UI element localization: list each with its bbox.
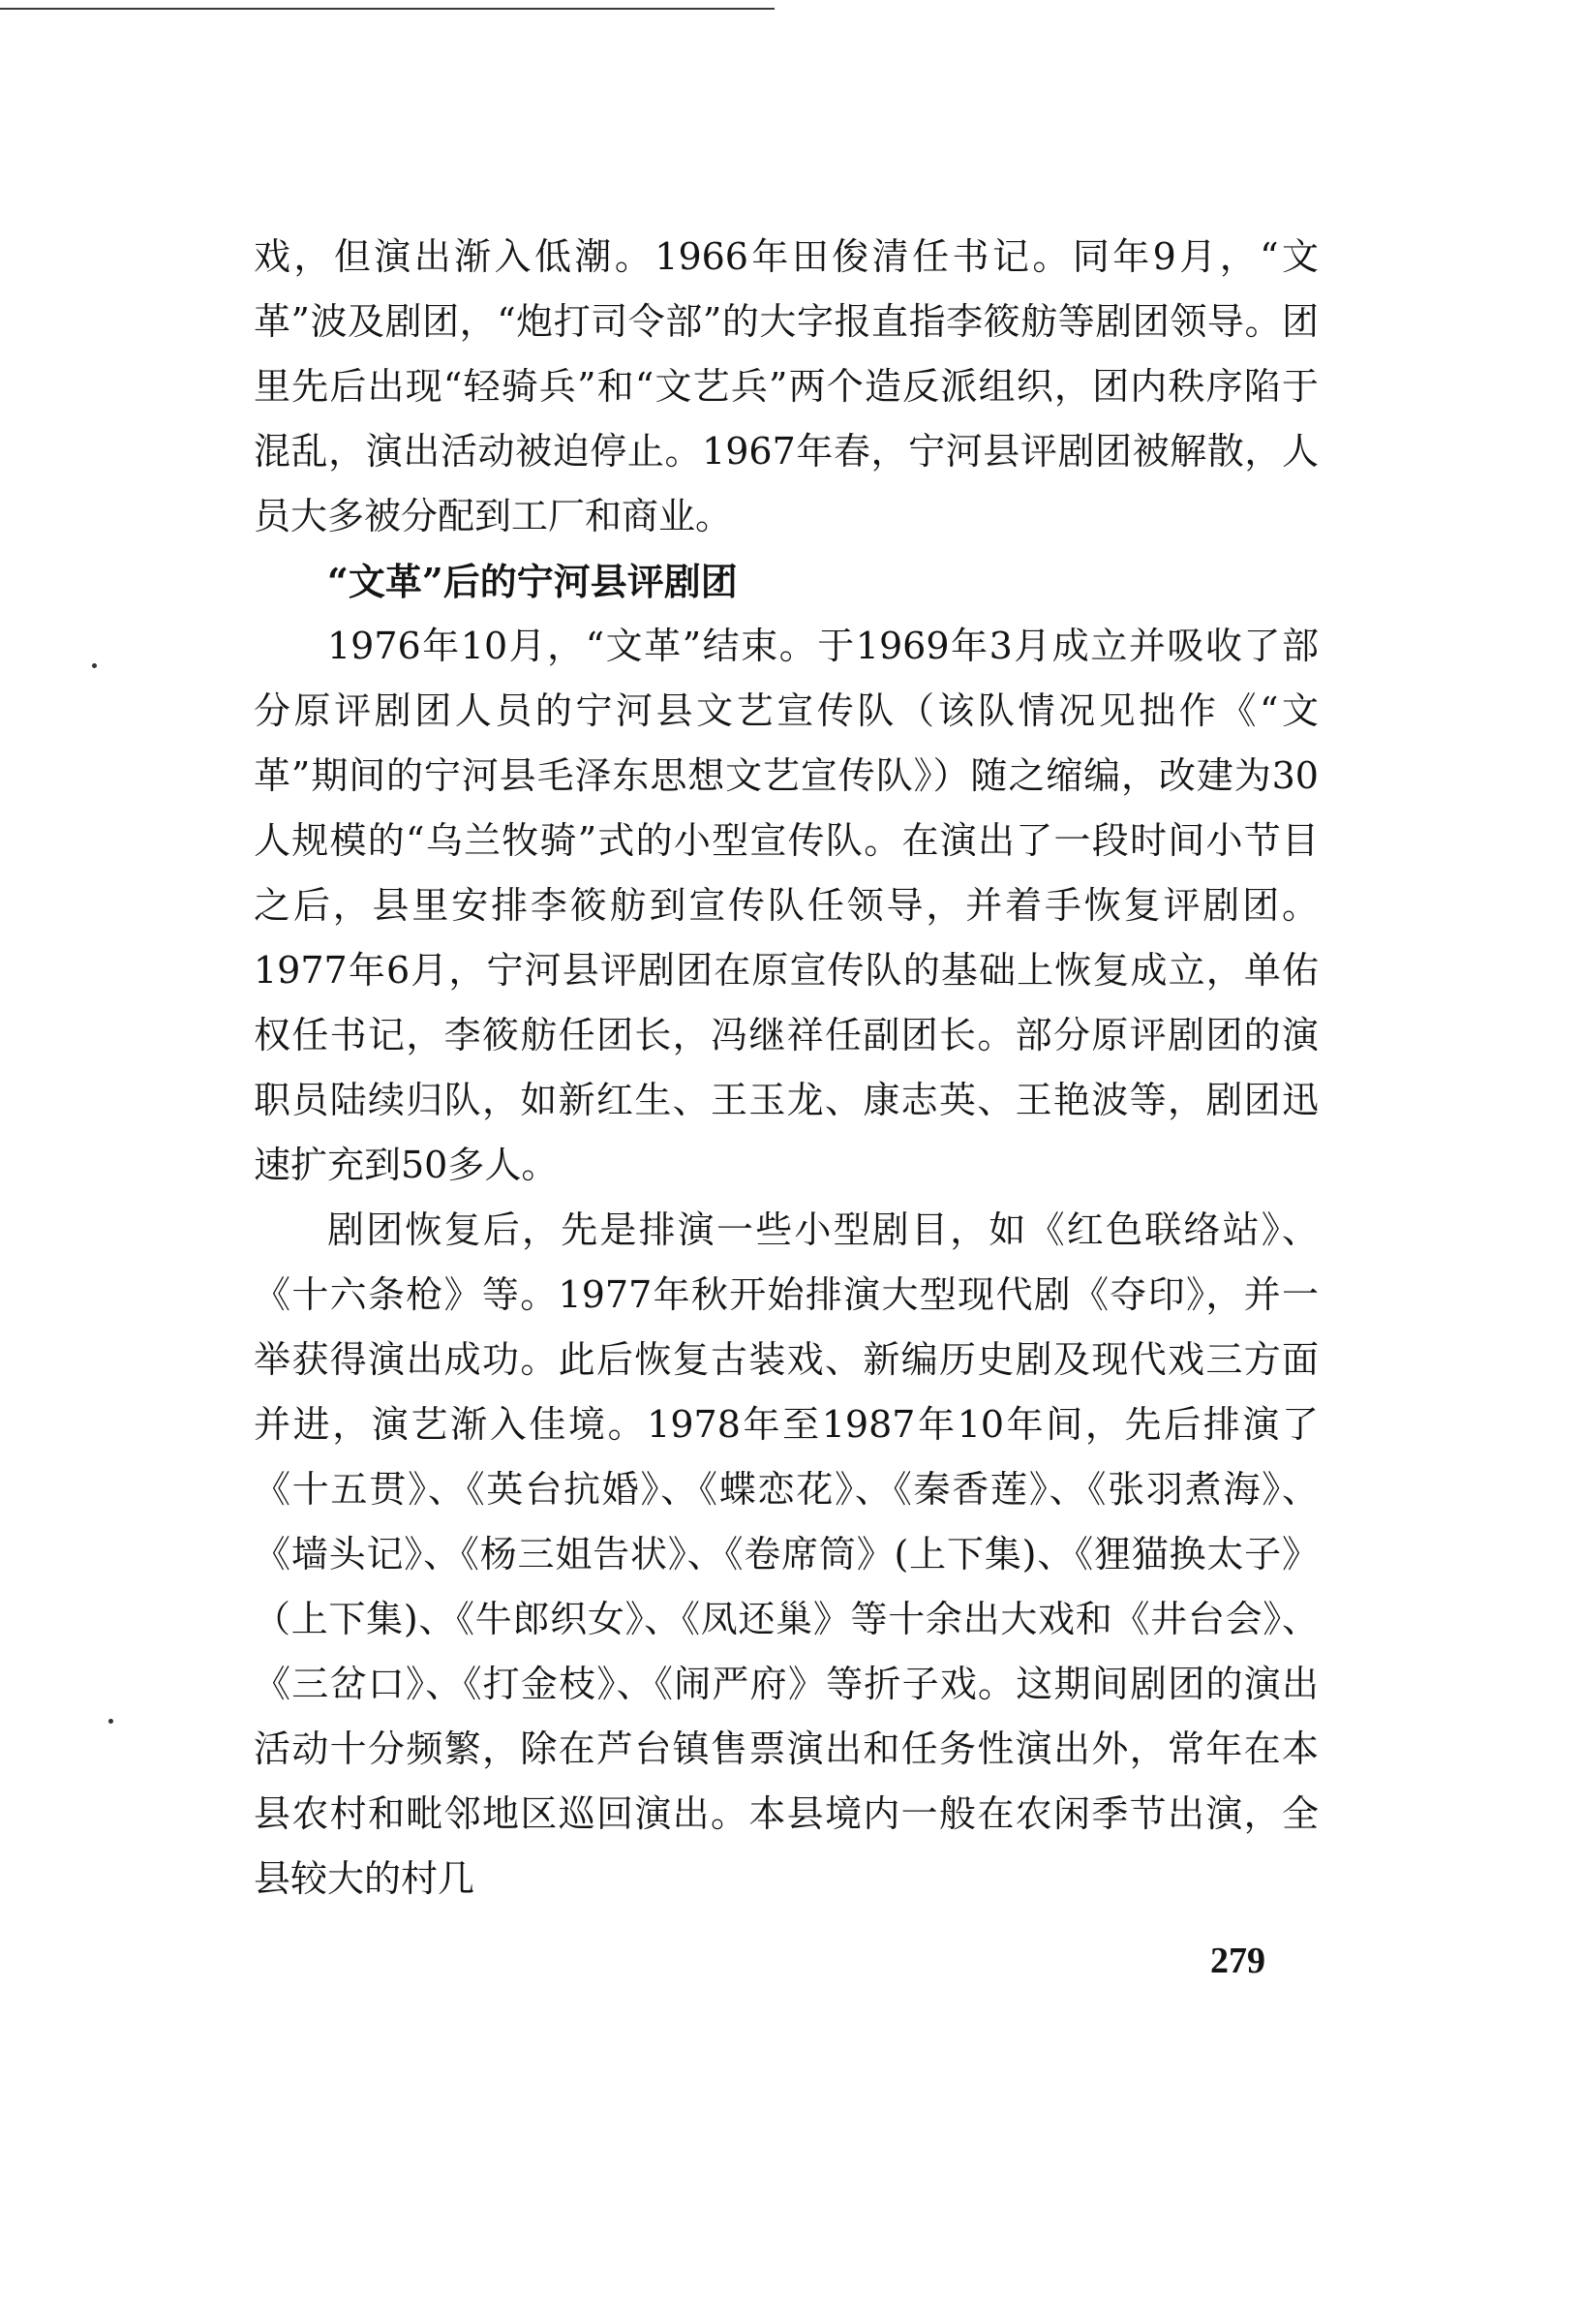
page-body: [254, 225, 1319, 1911]
page-number: 279: [1210, 1941, 1265, 1981]
section-heading: “文革”后的宁河县评剧团: [327, 560, 738, 603]
top-border-line: [0, 8, 775, 10]
paragraph-1: 戏，但演出渐入低潮。1966年田俊清任书记。同年9月，“文革”波及剧团，“炮打司令部”的大字报直指李筱舫等剧团领导。团里先后出现“轻骑兵”和“文艺兵”两个造反派组织，团内秩序陷于混乱，演出活动被迫停止。1967年春，宁河县评剧团被解散，人员大多被分配到工厂和商业。: [254, 235, 1319, 537]
paragraph-3: 剧团恢复后，先是排演一些小型剧目，如《红色联络站》、《十六条枪》等。1977年秋开始排演大型现代剧《夺印》，并一举获得演出成功。此后恢复古装戏、新编历史剧及现代戏三方面并进，演艺渐入佳境。1978年至1987年10年间，先后排演了《十五贯》、《英台抗婚》、《蝶恋花》、《秦香莲》、《张羽煮海》、《墙头记》、《杨三姐告状》、《卷席筒》(上下集)、《狸猫换太子》（上下集)、《牛郎织女》、《凤还巢》等十余出大戏和《井台会》、《三岔口》、《打金枝》、《闹严府》等折子戏。这期间剧团的演出活动十分频繁，除在芦台镇售票演出和任务性演出外，常年在本县农村和毗邻地区巡回演出。本县境内一般在农闲季节出演，全县较大的村几: [254, 1208, 1319, 1900]
scan-speck: [108, 1719, 113, 1724]
scan-speck: [92, 663, 97, 668]
paragraph-2: 1976年10月，“文革”结束。于1969年3月成立并吸收了部分原评剧团人员的宁河县文艺宣传队（该队情况见拙作《“文革”期间的宁河县毛泽东思想文艺宣传队》）随之缩编，改建为30人规模的“乌兰牧骑”式的小型宣传队。在演出了一段时间小节目之后，县里安排李筱舫到宣传队任领导，并着手恢复评剧团。1977年6月，宁河县评剧团在原宣传队的基础上恢复成立，单佑权任书记，李筱舫任团长，冯继祥任副团长。部分原评剧团的演职员陆续归队，如新红生、王玉龙、康志英、王艳波等，剧团迅速扩充到50多人。: [254, 625, 1319, 1186]
